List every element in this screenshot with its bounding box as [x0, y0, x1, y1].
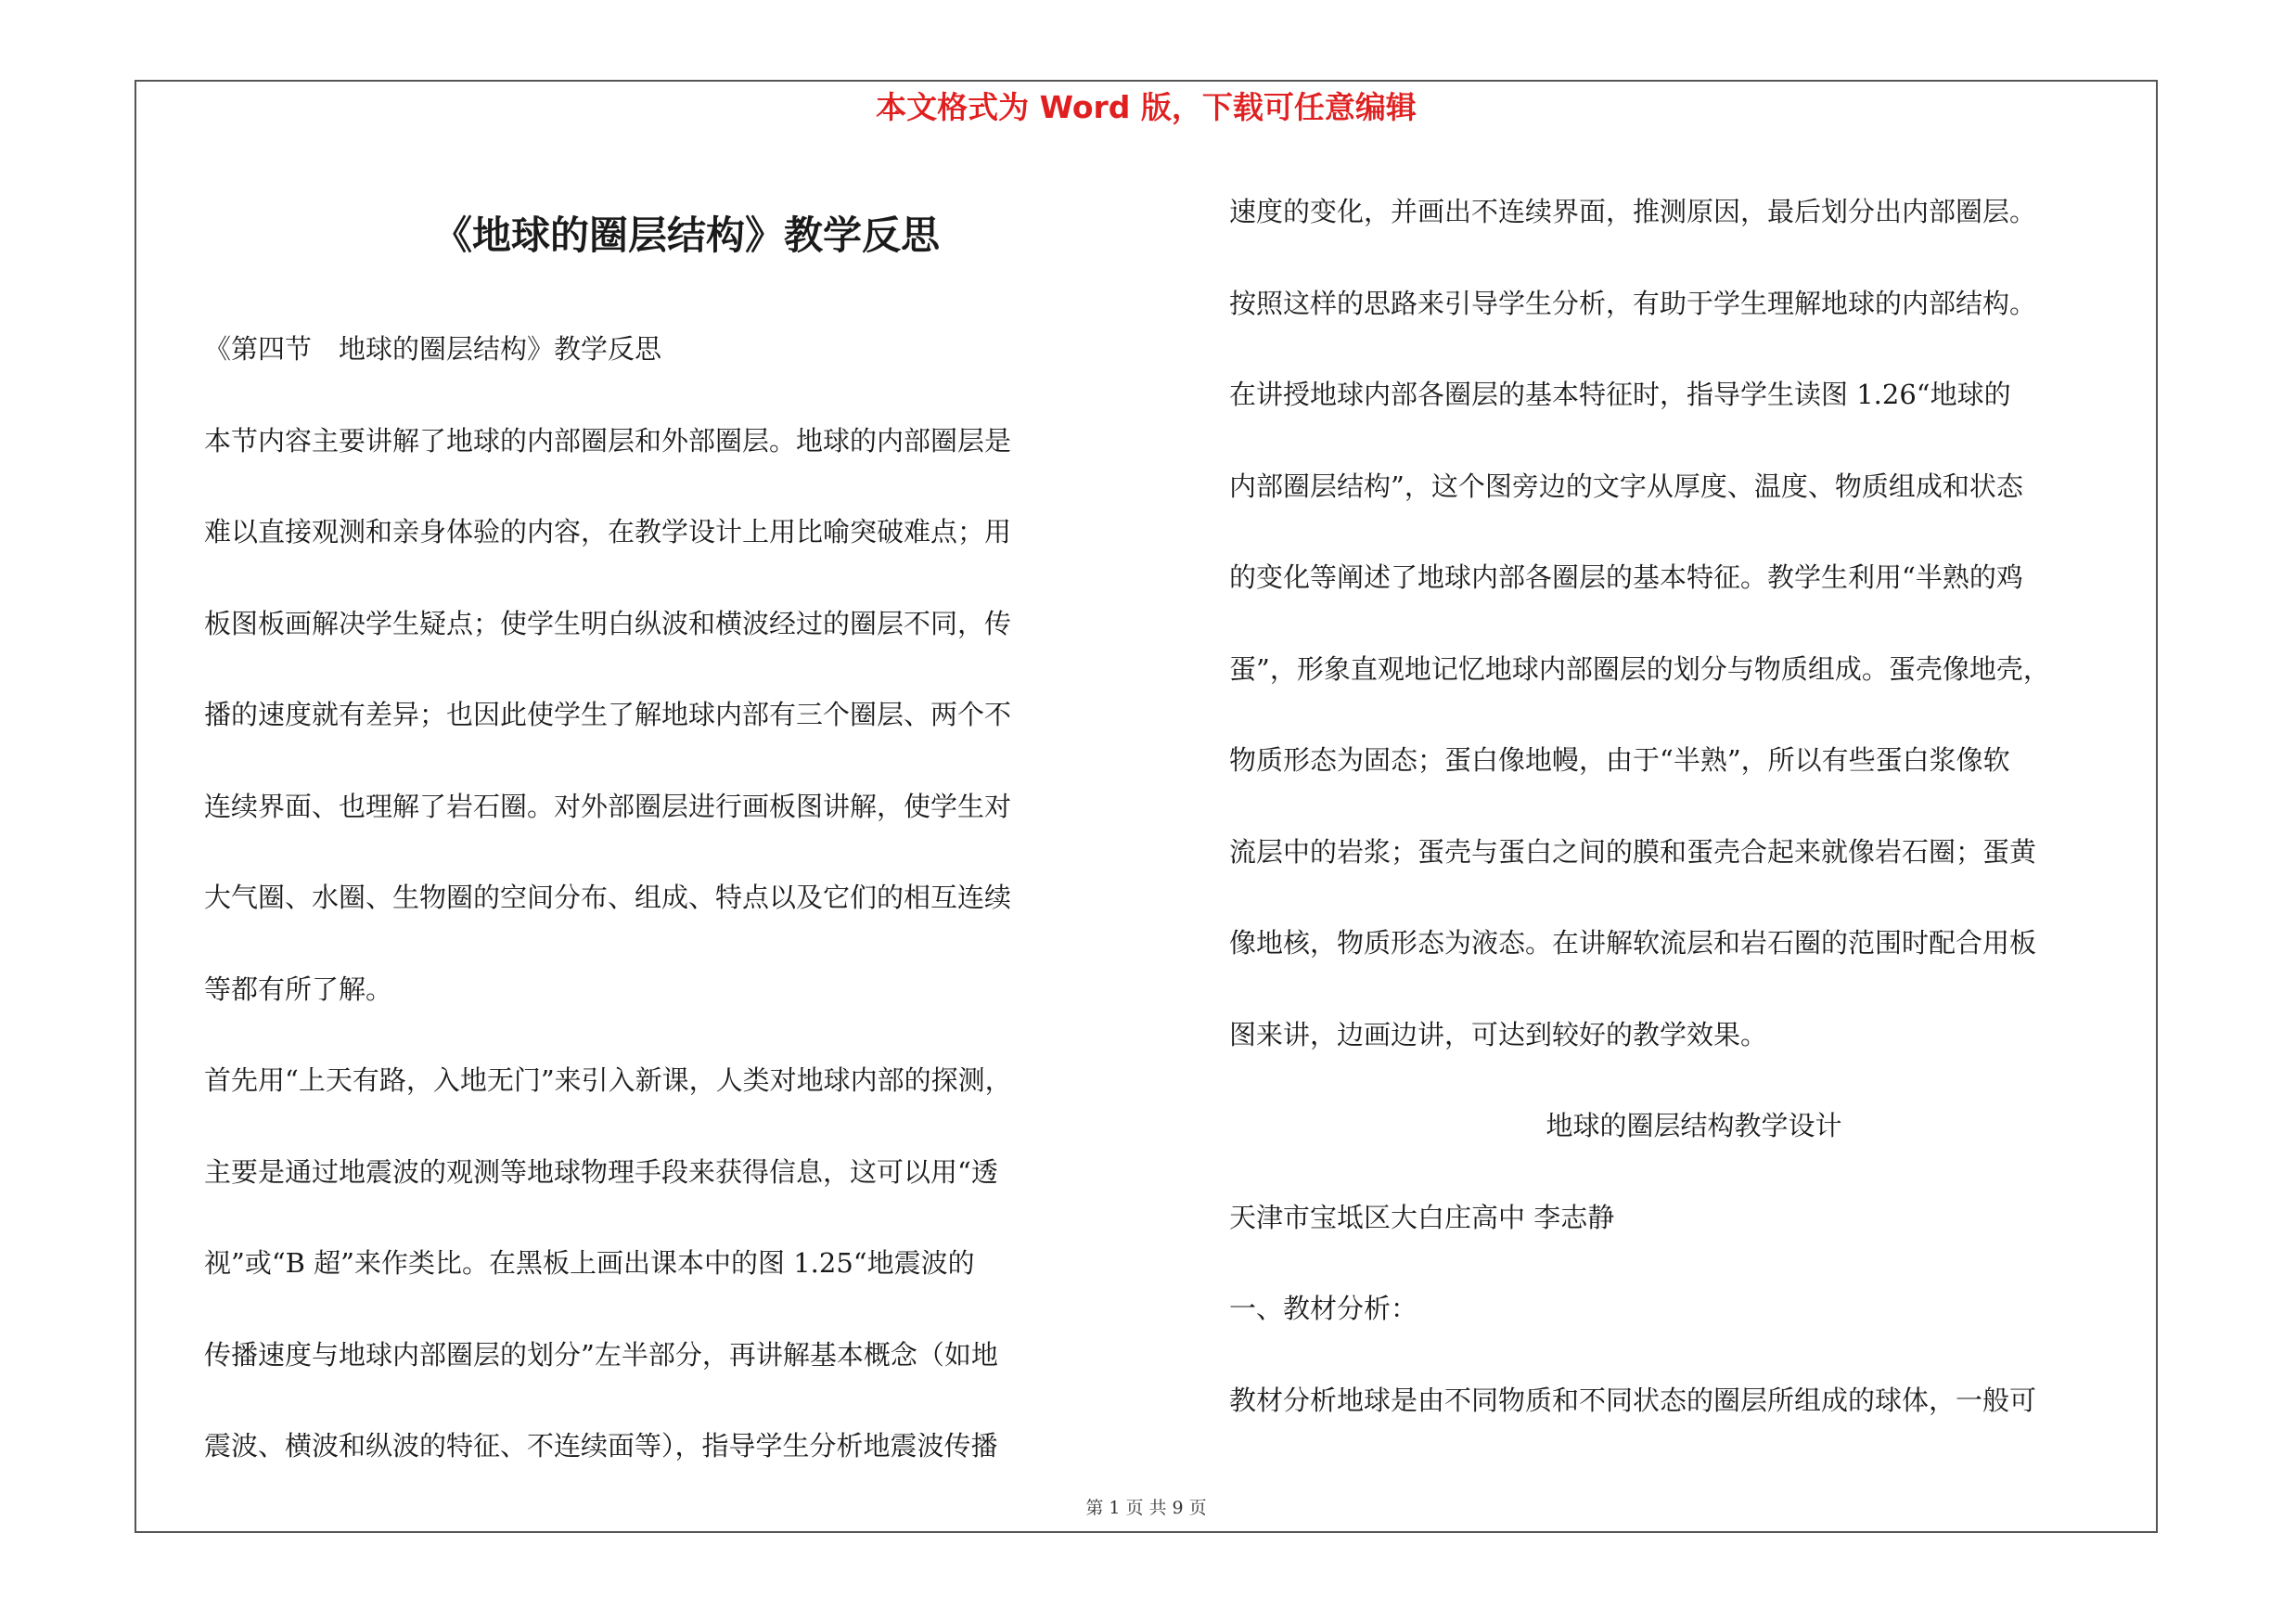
text-line: 等都有所了解。	[204, 973, 393, 1005]
text-line: 在讲授地球内部各圈层的基本特征时，指导学生读图 1.26“地球的	[1229, 379, 2011, 410]
text-line: 速度的变化，并画出不连续界面，推测原因，最后划分出内部圈层。	[1229, 196, 2037, 227]
text-line: 教材分析地球是由不同物质和不同状态的圈层所组成的球体，一般可	[1229, 1384, 2037, 1416]
editable-notice-banner: 本文格式为 Word 版，下载可任意编辑	[876, 89, 1417, 125]
right-column	[1229, 166, 2159, 1446]
text-line: 的变化等阐述了地球内部各圈层的基本特征。教学生利用“半熟的鸡	[1229, 561, 2023, 593]
text-line: 图来讲，边画边讲，可达到较好的教学效果。	[1229, 1018, 1768, 1050]
subsection-title: 地球的圈层结构教学设计	[1546, 1110, 1842, 1141]
text-line: 像地核，物质形态为液态。在讲解软流层和岩石圈的范围时配合用板	[1229, 927, 2037, 959]
text-line: 难以直接观测和亲身体验的内容，在教学设计上用比喻突破难点；用	[204, 516, 1012, 547]
author-line: 天津市宝坻区大白庄高中 李志静	[1229, 1201, 1615, 1233]
text-line: 流层中的岩浆；蛋壳与蛋白之间的膜和蛋壳合起来就像岩石圈；蛋黄	[1229, 835, 2037, 868]
section-heading: 《第四节 地球的圈层结构》教学反思	[204, 333, 662, 365]
text-line: 蛋”，形象直观地记忆地球内部圈层的划分与物质组成。蛋壳像地壳，	[1229, 652, 2050, 685]
text-line: 主要是通过地震波的观测等地球物理手段来获得信息，这可以用“透	[204, 1155, 998, 1188]
text-line: 首先用“上天有路，入地无门”来引入新课，人类对地球内部的探测，	[204, 1064, 1012, 1096]
text-line: 板图板画解决学生疑点；使学生明白纵波和横波经过的圈层不同，传	[204, 607, 1012, 639]
text-line: 内部圈层结构”，这个图旁边的文字从厚度、温度、物质组成和状态	[1229, 470, 2023, 502]
text-line: 本节内容主要讲解了地球的内部圈层和外部圈层。地球的内部圈层是	[204, 424, 1012, 457]
text-line: 传播速度与地球内部圈层的划分”左半部分，再讲解基本概念（如地	[204, 1338, 998, 1371]
text-line: 震波、横波和纵波的特征、不连续面等），指导学生分析地震波传播	[204, 1430, 998, 1462]
text-line: 按照这样的思路来引导学生分析，有助于学生理解地球的内部结构。	[1229, 287, 2037, 319]
section-heading: 一、教材分析：	[1229, 1293, 1418, 1324]
left-column	[204, 303, 1169, 1492]
document-title: 《地球的圈层结构》教学反思	[432, 213, 940, 258]
text-line: 播的速度就有差异；也因此使学生了解地球内部有三个圈层、两个不	[204, 699, 1012, 730]
text-line: 连续界面、也理解了岩石圈。对外部圈层进行画板图讲解，使学生对	[204, 790, 1012, 822]
page-number-footer: 第 1 页 共 9 页	[1085, 1498, 1207, 1518]
text-line: 视”或“B 超”来作类比。在黑板上画出课本中的图 1.25“地震波的	[204, 1247, 975, 1279]
text-line: 大气圈、水圈、生物圈的空间分布、组成、特点以及它们的相互连续	[204, 882, 1012, 913]
text-line: 物质形态为固态；蛋白像地幔，由于“半熟”，所以有些蛋白浆像软	[1229, 744, 2010, 776]
